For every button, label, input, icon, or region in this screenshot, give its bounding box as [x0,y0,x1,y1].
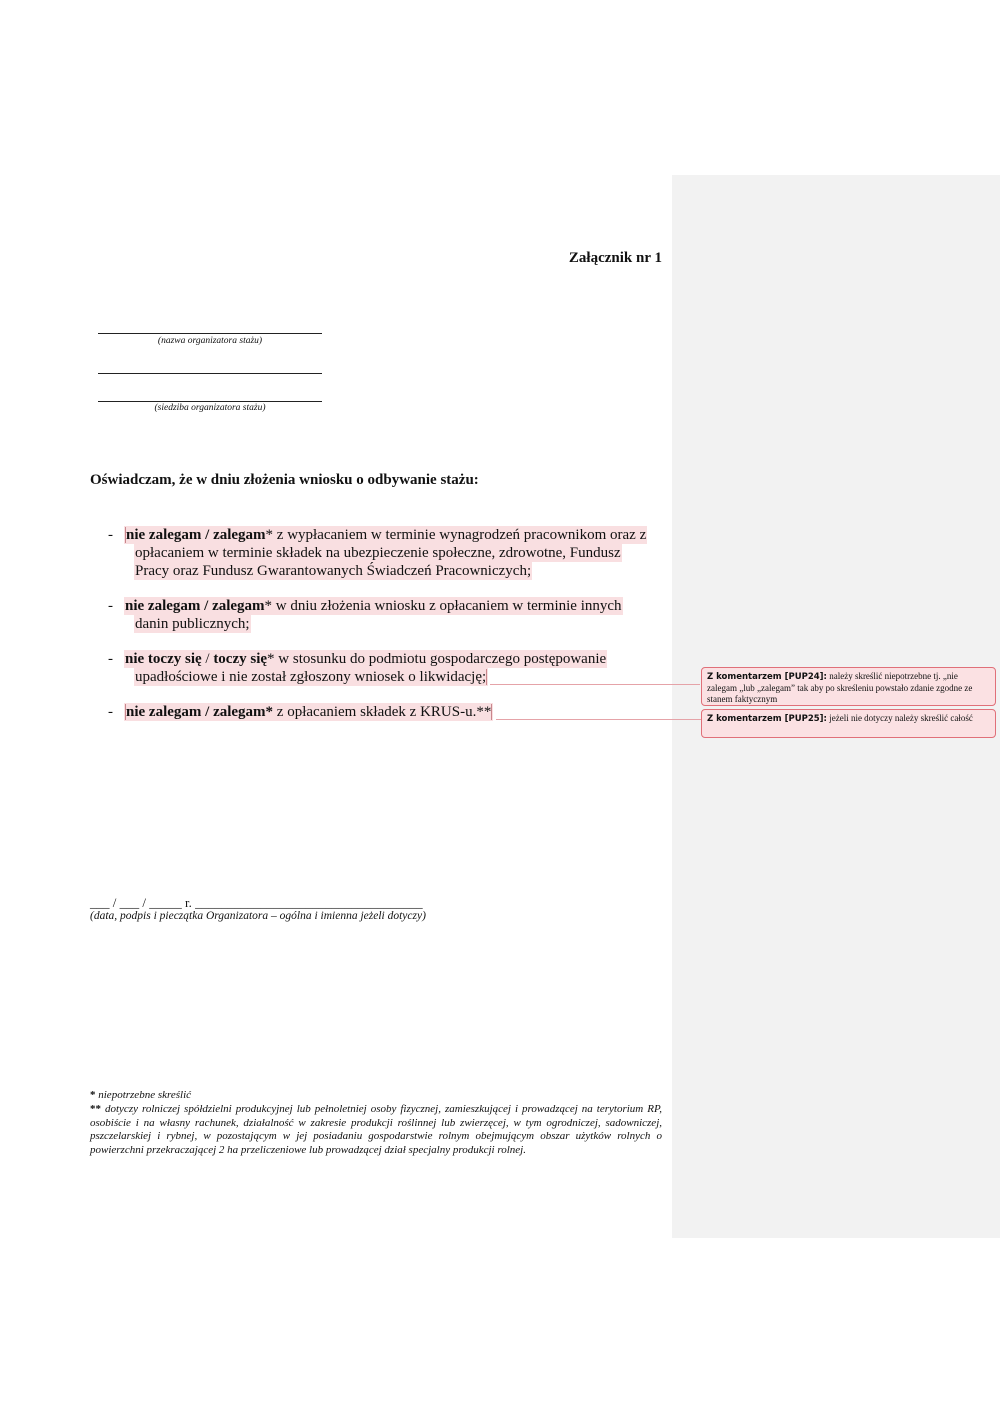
footnote-text: niepotrzebne skreślić [95,1089,192,1101]
comment-margin-pane [672,175,1000,1238]
footnote-mark: * [90,1089,96,1101]
item-lead: nie zalegam / zalegam* [126,704,274,720]
item-dash: - [108,651,113,667]
comment-author: Z komentarzem [PUP24]: [707,672,827,682]
organizer-seat-line-1 [98,373,322,374]
footnote-mark: ** [90,1103,101,1115]
item-dash: - [108,598,113,614]
item-lead: nie zalegam / zalegam [126,527,266,543]
item-separator: / [201,651,214,667]
item-text: opłacaniem w terminie składek na ubezpieczenie społeczne, zdrowotne, Fundusz [135,545,621,561]
footnote-text: dotyczy rolniczej spółdzielni produkcyjnej lub pełnoletniej osoby fizycznej, zamieszkującej i prowadzącej na terytorium RP, osobiście i na własny rachunek, działalność w zakresie produkcji roślinnej lub zwierzęcej, w tym ogrodniczej, sadowniczej, pszczelarskiej i rybnej, w pozostającym w jej posiadaniu gospodarstwie rolnym obejmującym obszar użytków rolnych o powierzchni przekraczającej 2 ha przeliczeniowe lub prowadzącej dział specjalny produkcji rolnej. [90,1103,662,1156]
item-text: danin publicznych; [135,616,250,632]
organizer-seat-caption: (siedziba organizatora stażu) [154,403,266,413]
statement-heading: Oświadczam, że w dniu złożenia wniosku o odbywanie stażu: [90,472,479,488]
organizer-seat-line-2 [98,401,322,402]
attachment-title: Załącznik nr 1 [568,250,662,266]
item-text: upadłościowe i nie został zgłoszony wniosek o likwidację; [135,669,487,685]
item-lead: toczy się [213,651,268,667]
comment-text: należy skreślić niepotrzebne tj. „nie zalegam „lub „zalegam” tak aby po skreśleniu powstało zdanie zgodne ze stanem faktycznym [707,671,973,704]
comment-pup24[interactable] [701,667,996,706]
item-text: * w stosunku do podmiotu gospodarczego postępowanie [267,651,607,667]
comment-connector-1 [490,684,700,685]
item-dash: - [108,527,113,543]
item-text: z opłacaniem składek z KRUS-u.** [273,704,492,720]
item-text: * z wypłacaniem w terminie wynagrodzeń pracownikom oraz z [265,527,647,543]
item-dash: - [108,704,113,720]
comment-connector-2 [496,719,701,720]
item-lead: nie toczy się [125,651,202,667]
item-lead: nie zalegam / zalegam [125,598,265,614]
comment-author: Z komentarzem [PUP25]: [707,714,827,724]
organizer-name-line [98,333,322,334]
signature-line: ___ / ___ / _____ r. ___________________________________ [90,895,423,910]
item-text: Pracy oraz Fundusz Gwarantowanych Świadczeń Pracowniczych; [135,563,532,579]
footnote-1 [90,1089,662,1103]
signature-caption: (data, podpis i pieczątka Organizatora – ogólna i imienna jeżeli dotyczy) [90,910,426,922]
footnote-2 [90,1103,662,1157]
comment-pup25[interactable] [701,709,996,738]
organizer-name-caption: (nazwa organizatora stażu) [157,336,263,346]
comment-text: jeżeli nie dotyczy należy skreślić całość [826,713,973,723]
item-text: * w dniu złożenia wniosku z opłacaniem w terminie innych [264,598,622,614]
